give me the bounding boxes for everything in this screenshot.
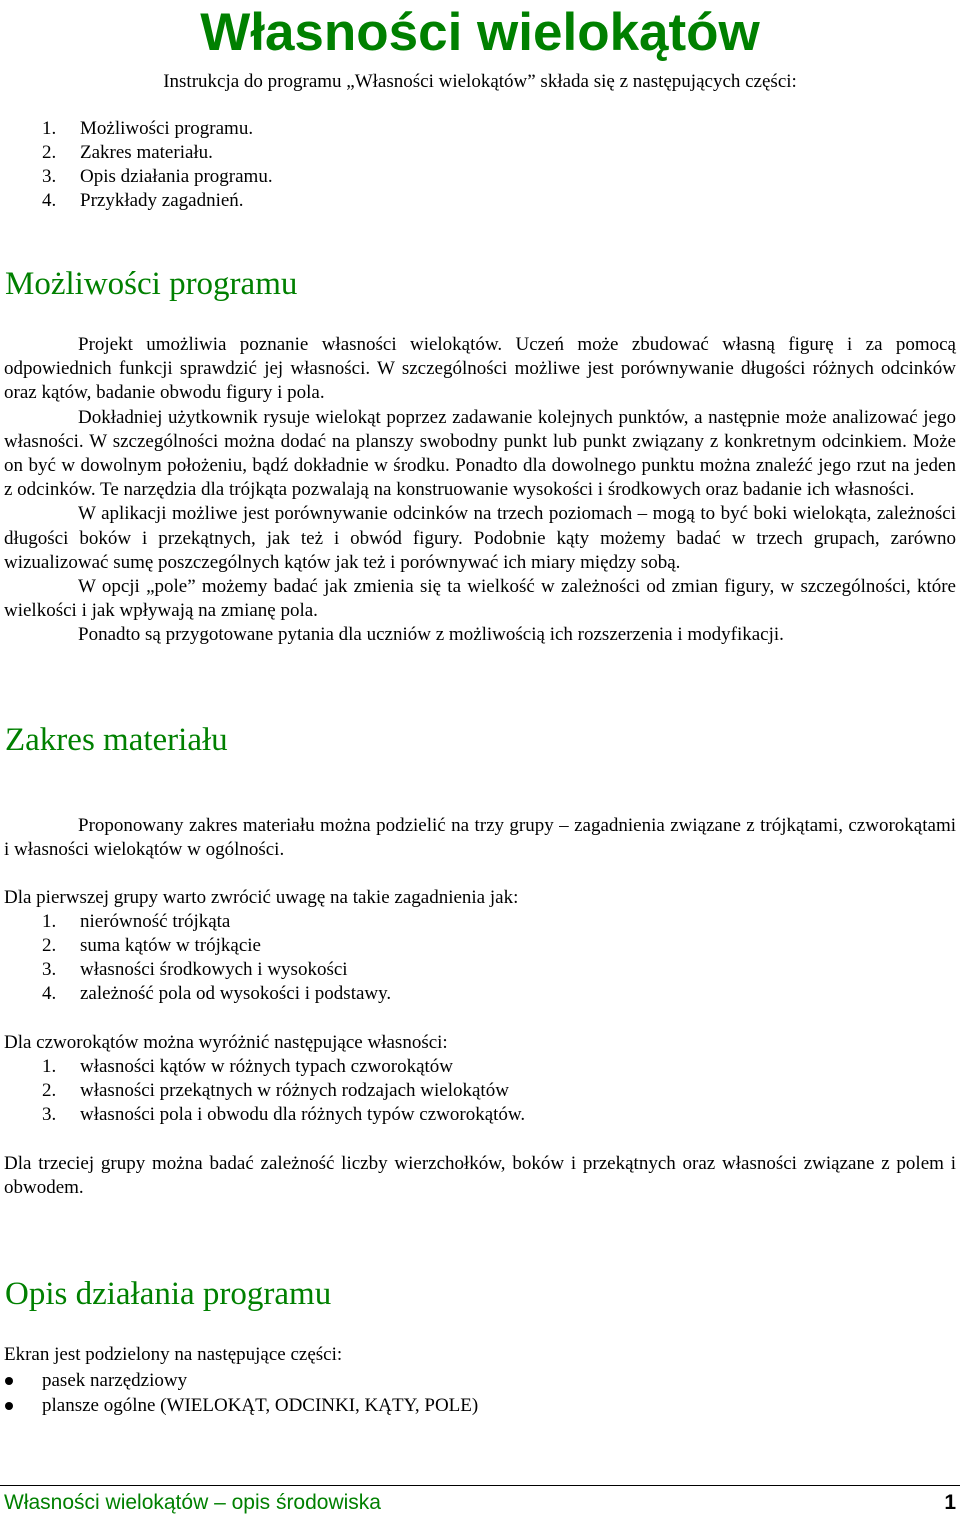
list-number: 3.	[42, 1104, 57, 1125]
list-item	[4, 1079, 954, 1103]
section-body-mozliwosci	[4, 333, 956, 648]
paragraph: Ponadto są przygotowane pytania dla uczniów z możliwością ich rozszerzenia i modyfikacji.	[78, 624, 784, 646]
footer-title: Własności wielokątów – opis środowiska	[4, 1491, 381, 1514]
toc-list	[4, 117, 954, 213]
list-number: 2.	[42, 935, 57, 956]
section-heading-opis: Opis działania programu	[5, 1276, 332, 1312]
screen-parts-intro: Ekran jest podzielony na następujące części:	[4, 1344, 343, 1365]
list-item	[4, 141, 954, 165]
list-item	[4, 982, 954, 1006]
list-text: Opis działania programu.	[80, 166, 273, 187]
list-number: 2.	[42, 1080, 57, 1101]
list-text: suma kątów w trójkącie	[80, 935, 261, 956]
list-text: zależność pola od wysokości i podstawy.	[80, 983, 392, 1004]
list-number: 1.	[42, 1056, 57, 1077]
page-title: Własności wielokątów	[200, 3, 760, 62]
list-item	[4, 1103, 954, 1127]
list-text: własności kątów w różnych typach czworokątów	[80, 1056, 454, 1077]
list-item	[4, 1393, 954, 1418]
group3-text: Dla trzeciej grupy można badać zależność liczby wierzchołków, boków i przekątnych oraz własności związane z polem i obwodem.	[4, 1153, 956, 1198]
paragraph: Proponowany zakres materiału można podzielić na trzy grupy – zagadnienia związane z trójkątami, czworokątami i własności wielokątów w ogólności.	[4, 815, 956, 861]
group1-intro: Dla pierwszej grupy warto zwrócić uwagę na takie zagadnienia jak:	[4, 887, 519, 908]
list-text: Możliwości programu.	[80, 118, 254, 139]
group2-list	[4, 1055, 954, 1127]
paragraph: W opcji „pole” możemy badać jak zmienia się ta wielkość w zależności od zmian figury, w szczególności, które wielkości i jak wpływają na zmianę pola.	[4, 576, 956, 622]
page-number: 1	[944, 1491, 956, 1514]
list-item	[4, 1368, 954, 1393]
footer-divider	[0, 1485, 960, 1486]
paragraph: Dokładniej użytkownik rysuje wielokąt poprzez zadawanie kolejnych punktów, a następnie może analizować jego własności. W szczególności można dodać na planszy swobodny punkt lub punkt związany z konkretnym odcinkiem. Może on być w dowolnym położeniu, bądź dokładnie w środku. Ponadto dla dowolnego punktu można znaleźć jego rzut na jeden z odcinków. Te narzędzia dla trójkąta pozwalają na konstruowanie wysokości i środkowych oraz badanie ich własności.	[4, 406, 956, 501]
list-item	[4, 934, 954, 958]
section-heading-mozliwosci: Możliwości programu	[5, 266, 298, 302]
list-text: plansze ogólne (WIELOKĄT, ODCINKI, KĄTY, POLE)	[42, 1395, 479, 1416]
list-number: 1.	[42, 118, 57, 139]
list-text: własności środkowych i wysokości	[80, 959, 348, 980]
section-intro-zakres	[4, 814, 956, 862]
group1-list	[4, 910, 954, 1006]
paragraph: Projekt umożliwia poznanie własności wielokątów. Uczeń może zbudować własną figurę i za pomocą odpowiednich funkcji sprawdzić jej własności. W szczególności możliwe jest porównywanie długości różnych odcinków oraz kątów, badanie obwodu figury i pola.	[4, 334, 956, 404]
list-text: Przykłady zagadnień.	[80, 190, 244, 211]
list-text: własności pola i obwodu dla różnych typów czworokątów.	[80, 1104, 526, 1125]
list-item	[4, 910, 954, 934]
section-heading-zakres: Zakres materiału	[5, 722, 228, 758]
list-text: pasek narzędziowy	[42, 1370, 188, 1391]
list-number: 2.	[42, 142, 57, 163]
list-item	[4, 958, 954, 982]
list-item	[4, 117, 954, 141]
list-number: 3.	[42, 959, 57, 980]
bullet-icon	[5, 1377, 13, 1385]
intro-text: Instrukcja do programu „Własności wielokątów” składa się z następujących części:	[163, 71, 797, 92]
list-text: Zakres materiału.	[80, 142, 213, 163]
screen-parts-list	[4, 1368, 954, 1418]
list-text: własności przekątnych w różnych rodzajach wielokątów	[80, 1080, 509, 1101]
group2-intro: Dla czworokątów można wyróżnić następujące własności:	[4, 1032, 448, 1053]
list-number: 4.	[42, 983, 57, 1004]
list-text: nierówność trójkąta	[80, 911, 231, 932]
list-item	[4, 189, 954, 213]
paragraph: W aplikacji możliwe jest porównywanie odcinków na trzech poziomach – mogą to być boki wielokąta, zależności długości boków i przekątnych, jak też i obwód figury. Podobnie kąty możemy badać w trzech grupach, zarówno wizualizować sumę poszczególnych kątów jak też i porównywać ich miary między sobą.	[4, 503, 956, 573]
bullet-icon	[5, 1402, 13, 1410]
list-number: 1.	[42, 911, 57, 932]
list-number: 4.	[42, 190, 57, 211]
list-item	[4, 1055, 954, 1079]
list-number: 3.	[42, 166, 57, 187]
list-item	[4, 165, 954, 189]
